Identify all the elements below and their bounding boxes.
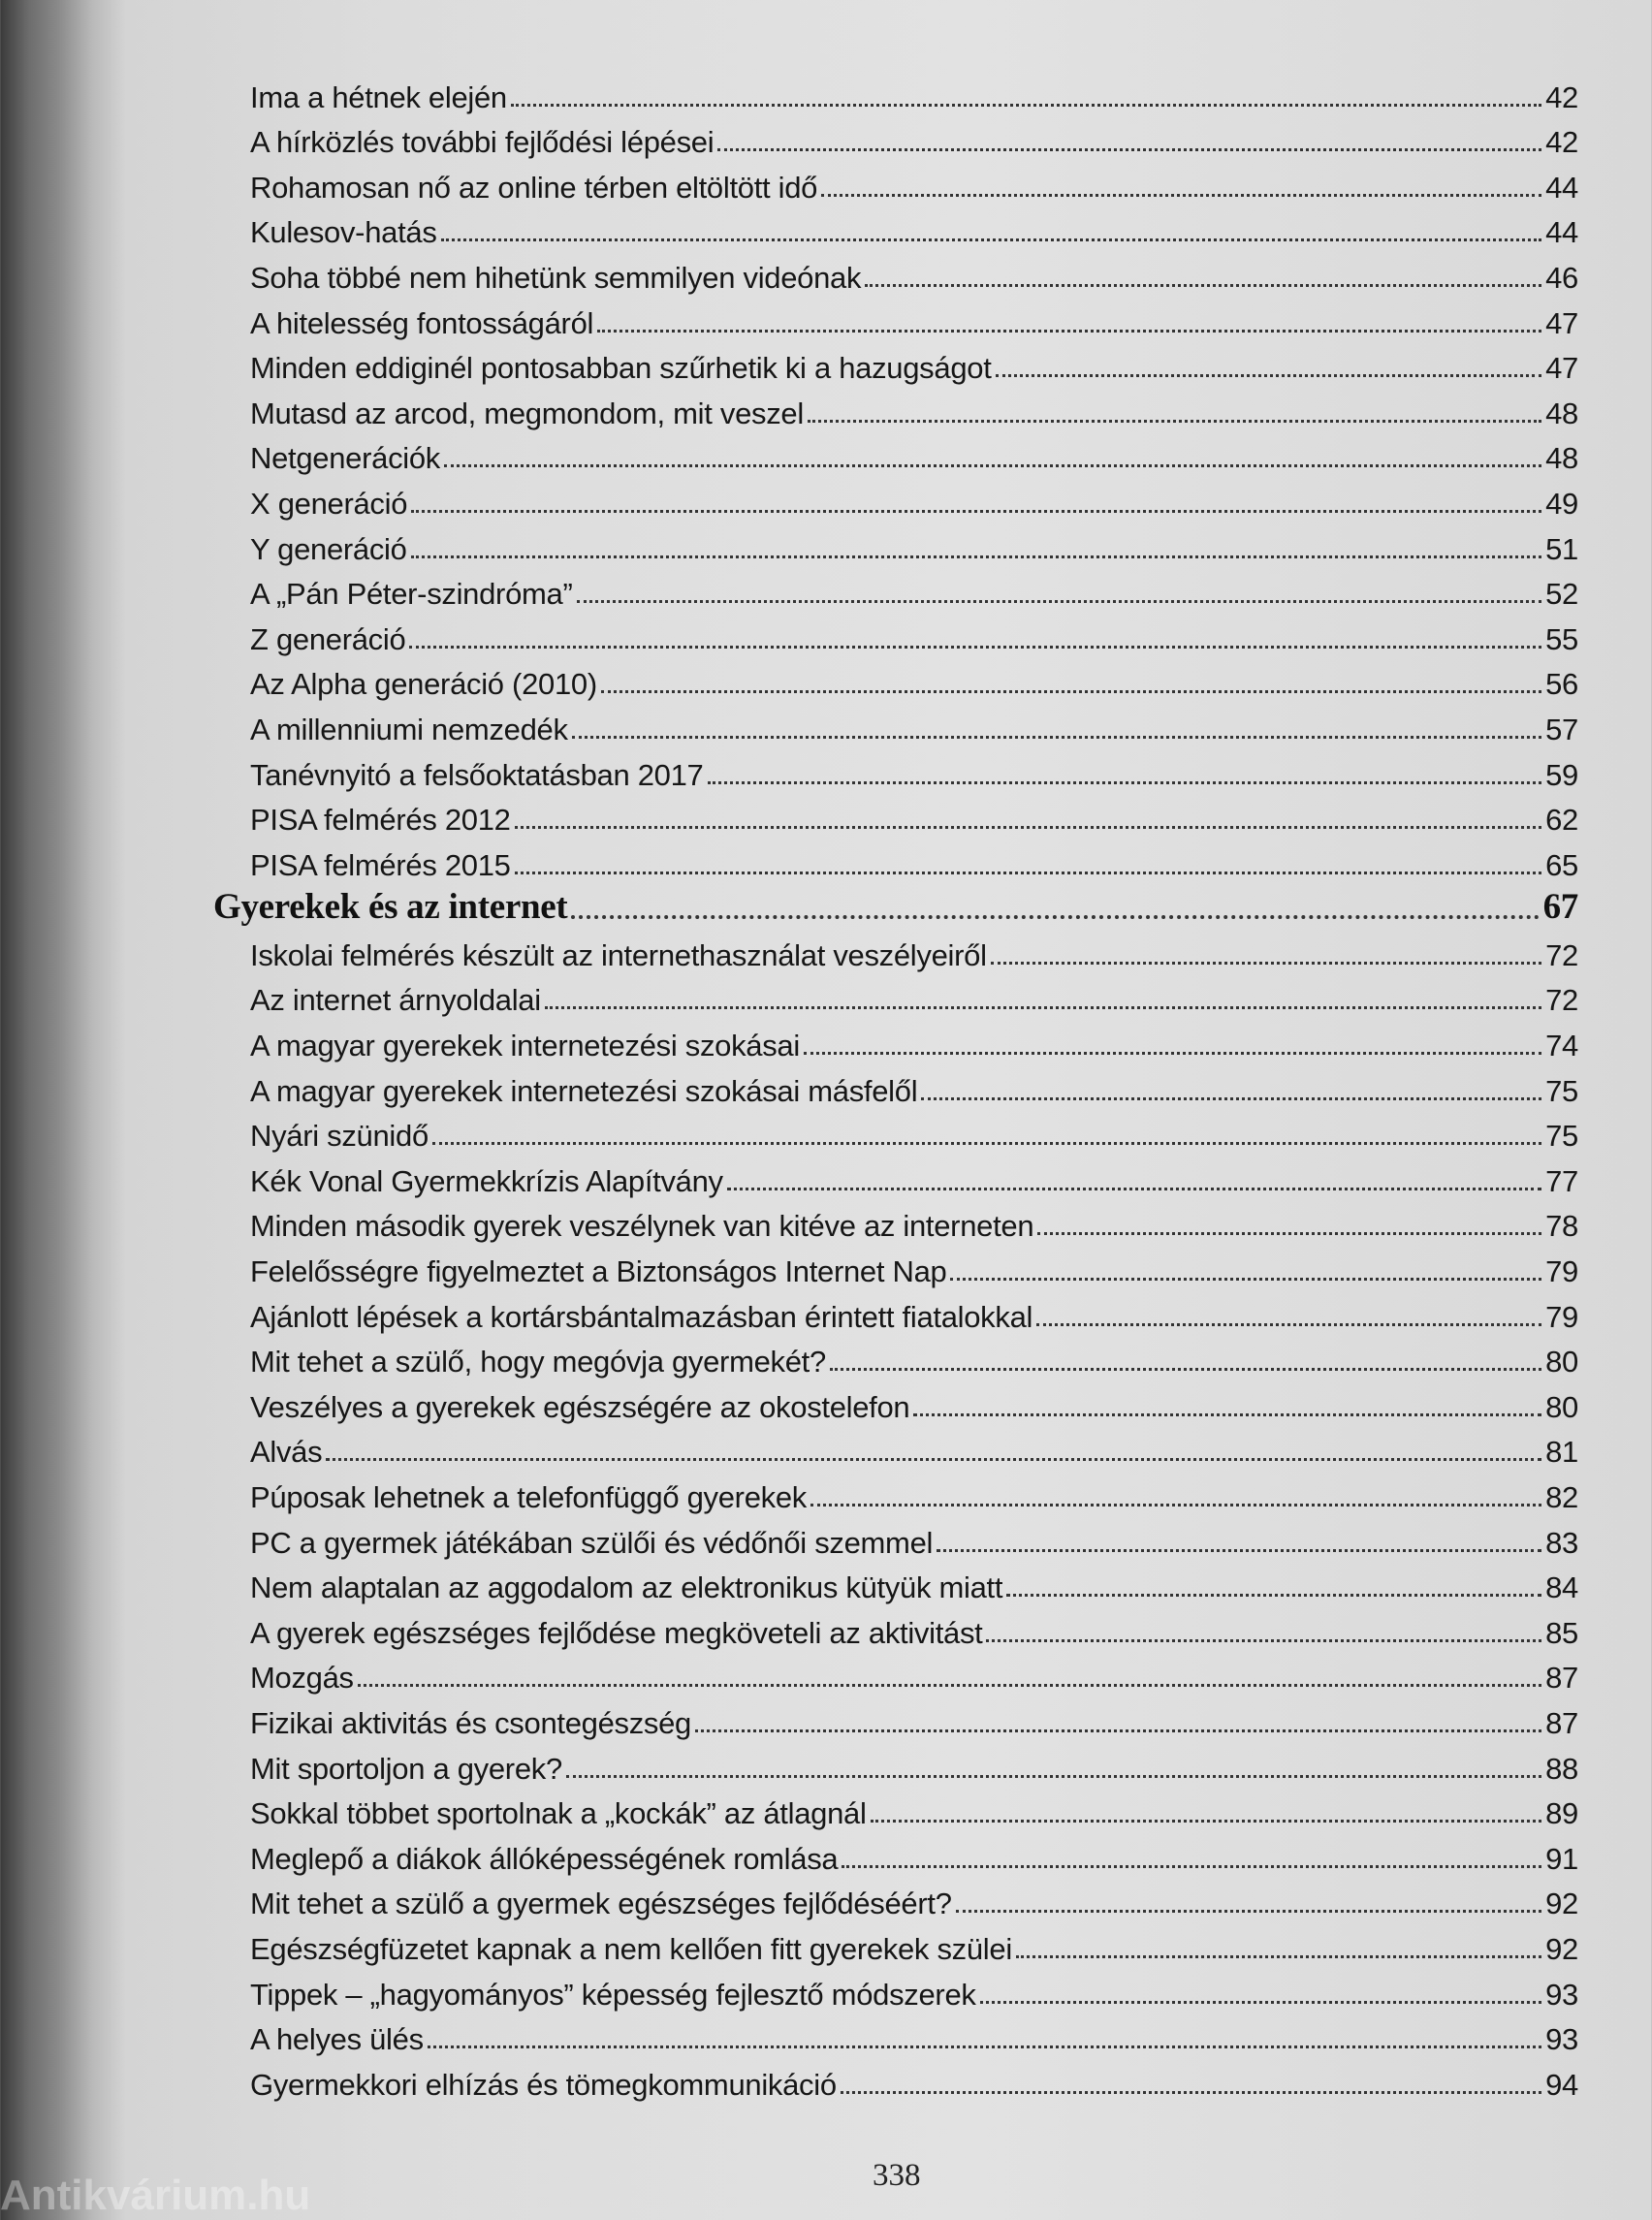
toc-entry-title: Rohamosan nő az online térben eltöltött idő bbox=[250, 170, 818, 205]
toc-entry-page: 46 bbox=[1545, 260, 1578, 295]
dot-leader bbox=[411, 510, 1541, 513]
toc-entry bbox=[250, 296, 1578, 341]
toc-entry-title: Veszélyes a gyerekek egészségére az okostelefon bbox=[250, 1389, 910, 1424]
toc-entry bbox=[250, 1199, 1578, 1245]
toc-entry-title: Sokkal többet sportolnak a „kockák” az átlagnál bbox=[250, 1796, 867, 1831]
dot-leader bbox=[808, 420, 1541, 423]
dot-leader bbox=[841, 2091, 1541, 2094]
dot-leader bbox=[545, 1006, 1541, 1009]
toc-entry bbox=[250, 1063, 1578, 1109]
toc-entry-title: Fizikai aktivitás és csontegészség bbox=[250, 1705, 691, 1740]
toc-entry-title: Minden második gyerek veszélynek van kitéve az interneten bbox=[250, 1209, 1034, 1244]
toc-entry-title: A „Pán Péter-szindróma” bbox=[250, 577, 573, 612]
toc-entry-page: 78 bbox=[1545, 1209, 1578, 1244]
dot-leader bbox=[1016, 1955, 1541, 1958]
toc-entry bbox=[250, 747, 1578, 793]
toc-entry bbox=[250, 1787, 1578, 1832]
toc-entry-page: 89 bbox=[1545, 1796, 1578, 1831]
toc-entry bbox=[250, 838, 1578, 883]
toc-entry-page: 92 bbox=[1545, 1931, 1578, 1966]
dot-leader bbox=[821, 194, 1541, 197]
page-number: 338 bbox=[873, 2158, 921, 2193]
toc-entry-page: 56 bbox=[1545, 667, 1578, 702]
toc-entry-title: PISA felmérés 2015 bbox=[250, 847, 511, 882]
toc-entry-title: Gyerekek és az internet bbox=[213, 887, 568, 928]
dot-leader bbox=[571, 915, 1539, 919]
dot-leader bbox=[601, 690, 1541, 693]
toc-entry-page: 47 bbox=[1545, 351, 1578, 386]
toc-entry-title: A helyes ülés bbox=[250, 2022, 424, 2057]
toc-entry bbox=[250, 206, 1578, 251]
toc-entry bbox=[250, 1109, 1578, 1155]
toc-entry bbox=[250, 522, 1578, 567]
toc-entry-title: Kék Vonal Gyermekkrízis Alapítvány bbox=[250, 1163, 723, 1198]
toc-entry bbox=[250, 1515, 1578, 1561]
toc-entry-title: PISA felmérés 2012 bbox=[250, 803, 511, 838]
toc-entry-page: 51 bbox=[1545, 531, 1578, 566]
toc-entry bbox=[250, 1425, 1578, 1471]
toc-entry-title: Kulesov-hatás bbox=[250, 215, 437, 250]
toc-entry-title: Mit sportoljon a gyerek? bbox=[250, 1751, 562, 1786]
toc-entry-page: 74 bbox=[1545, 1029, 1578, 1063]
toc-entry bbox=[250, 1605, 1578, 1651]
dot-leader bbox=[695, 1729, 1541, 1732]
toc-entry-title: Meglepő a diákok állóképességének romlása bbox=[250, 1841, 839, 1876]
dot-leader bbox=[708, 781, 1542, 784]
dot-leader bbox=[717, 148, 1541, 151]
toc-entry-title: Gyermekkori elhízás és tömegkommunikáció bbox=[250, 2067, 837, 2102]
dot-leader bbox=[991, 962, 1541, 965]
toc-entry-page: 47 bbox=[1545, 305, 1578, 340]
toc-entry-page: 67 bbox=[1542, 887, 1578, 928]
toc-entry bbox=[250, 2057, 1578, 2103]
toc-entry bbox=[250, 1831, 1578, 1877]
toc-entry-title: Ima a hétnek elején bbox=[250, 79, 507, 114]
watermark: Antikvárium.hu bbox=[0, 2172, 311, 2219]
dot-leader bbox=[727, 1188, 1541, 1190]
toc-entry-title: A magyar gyerekek internetezési szokásai bbox=[250, 1029, 800, 1063]
toc-entry-page: 88 bbox=[1545, 1751, 1578, 1786]
dot-leader bbox=[432, 1142, 1541, 1145]
toc-entry bbox=[250, 1289, 1578, 1335]
toc-entry-title: Mit tehet a szülő a gyermek egészséges fejlődéséért? bbox=[250, 1887, 952, 1921]
dot-leader bbox=[1037, 1232, 1541, 1235]
toc-entry bbox=[250, 70, 1578, 115]
toc-entry-page: 72 bbox=[1545, 983, 1578, 1018]
toc-entry-page: 84 bbox=[1545, 1570, 1578, 1605]
toc-entry-page: 44 bbox=[1545, 170, 1578, 205]
toc-entry-page: 93 bbox=[1545, 1977, 1578, 2012]
dot-leader bbox=[865, 284, 1541, 287]
toc-entry bbox=[250, 657, 1578, 703]
toc-entry-title: Netgenerációk bbox=[250, 441, 440, 476]
toc-entry-title: Mit tehet a szülő, hogy megóvja gyermekét? bbox=[250, 1345, 826, 1380]
toc-entry-page: 85 bbox=[1545, 1615, 1578, 1650]
toc-entry bbox=[250, 115, 1578, 161]
toc-entry-page: 48 bbox=[1545, 441, 1578, 476]
dot-leader bbox=[980, 2001, 1542, 2004]
dot-leader bbox=[804, 1052, 1541, 1055]
dot-leader bbox=[572, 736, 1541, 739]
table-of-contents bbox=[213, 70, 1578, 2103]
toc-entry-title: Tanévnyitó a felsőoktatásban 2017 bbox=[250, 757, 704, 792]
toc-entry-page: 59 bbox=[1545, 757, 1578, 792]
toc-entry-title: A hírközlés további fejlődési lépései bbox=[250, 125, 715, 160]
toc-entry bbox=[250, 1651, 1578, 1697]
toc-entry bbox=[250, 341, 1578, 387]
toc-entry bbox=[250, 1561, 1578, 1606]
dot-leader bbox=[428, 2046, 1541, 2048]
toc-entry-title: Y generáció bbox=[250, 531, 407, 566]
toc-entry bbox=[250, 567, 1578, 613]
dot-leader bbox=[511, 104, 1541, 107]
toc-entry bbox=[250, 1470, 1578, 1515]
toc-entry-page: 81 bbox=[1545, 1435, 1578, 1470]
dot-leader bbox=[409, 646, 1541, 649]
toc-entry-page: 77 bbox=[1545, 1163, 1578, 1198]
dot-leader bbox=[515, 872, 1542, 874]
toc-entry-title: Nyári szünidő bbox=[250, 1119, 429, 1154]
dot-leader bbox=[871, 1820, 1542, 1823]
toc-entry bbox=[250, 1877, 1578, 1922]
toc-entry-page: 87 bbox=[1545, 1661, 1578, 1696]
toc-entry-page: 49 bbox=[1545, 486, 1578, 521]
toc-entry-title: Nem alaptalan az aggodalom az elektronikus kütyük miatt bbox=[250, 1570, 1003, 1605]
toc-entry bbox=[250, 2013, 1578, 2058]
toc-entry-title: PC a gyermek játékában szülői és védőnői szemmel bbox=[250, 1525, 934, 1560]
toc-entry bbox=[250, 1335, 1578, 1380]
toc-entry-page: 55 bbox=[1545, 621, 1578, 656]
toc-entry bbox=[250, 1380, 1578, 1425]
toc-entry-title: Mutasd az arcod, megmondom, mit veszel bbox=[250, 396, 804, 430]
toc-entry-page: 48 bbox=[1545, 396, 1578, 430]
toc-entry-page: 80 bbox=[1545, 1389, 1578, 1424]
dot-leader bbox=[996, 374, 1542, 377]
dot-leader bbox=[1006, 1594, 1541, 1597]
dot-leader bbox=[986, 1639, 1541, 1642]
toc-entry bbox=[250, 431, 1578, 477]
toc-entry-title: Minden eddiginél pontosabban szűrhetik ki a hazugságot bbox=[250, 351, 992, 386]
toc-entry-page: 93 bbox=[1545, 2022, 1578, 2057]
dot-leader bbox=[913, 1413, 1541, 1416]
toc-entry bbox=[250, 1244, 1578, 1289]
toc-entry-page: 72 bbox=[1545, 937, 1578, 972]
dot-leader bbox=[830, 1368, 1541, 1371]
toc-entry-page: 83 bbox=[1545, 1525, 1578, 1560]
toc-entry-title: Ajánlott lépések a kortársbántalmazásban érintett fiatalokkal bbox=[250, 1299, 1033, 1334]
dot-leader bbox=[515, 826, 1542, 829]
toc-entry-title: Tippek – „hagyományos” képesség fejlesztő módszerek bbox=[250, 1977, 976, 2012]
toc-entry-page: 91 bbox=[1545, 1841, 1578, 1876]
toc-entry bbox=[250, 386, 1578, 431]
toc-entry-page: 87 bbox=[1545, 1705, 1578, 1740]
toc-entry-title: Alvás bbox=[250, 1435, 323, 1470]
dot-leader bbox=[577, 600, 1542, 603]
toc-section-heading bbox=[213, 883, 1578, 929]
dot-leader bbox=[1036, 1323, 1541, 1326]
dot-leader bbox=[566, 1775, 1541, 1778]
toc-entry-title: A magyar gyerekek internetezési szokásai másfelől bbox=[250, 1073, 918, 1108]
toc-entry-page: 79 bbox=[1545, 1299, 1578, 1334]
toc-entry-page: 80 bbox=[1545, 1345, 1578, 1380]
toc-entry-page: 42 bbox=[1545, 79, 1578, 114]
toc-entry bbox=[250, 973, 1578, 1019]
dot-leader bbox=[842, 1865, 1541, 1868]
toc-entry bbox=[250, 928, 1578, 973]
toc-entry-title: Egészségfüzetet kapnak a nem kellően fitt gyerekek szülei bbox=[250, 1931, 1012, 1966]
toc-entry-page: 57 bbox=[1545, 712, 1578, 746]
toc-entry bbox=[250, 1696, 1578, 1741]
toc-entry-page: 75 bbox=[1545, 1073, 1578, 1108]
dot-leader bbox=[358, 1684, 1541, 1687]
toc-entry bbox=[250, 612, 1578, 657]
dot-leader bbox=[326, 1458, 1541, 1461]
toc-entry bbox=[250, 160, 1578, 206]
toc-entry bbox=[250, 1154, 1578, 1199]
toc-entry-title: Púposak lehetnek a telefonfüggő gyerekek bbox=[250, 1480, 807, 1514]
toc-entry-page: 44 bbox=[1545, 215, 1578, 250]
toc-entry-title: Soha többé nem hihetünk semmilyen videónak bbox=[250, 260, 862, 295]
toc-entry-page: 65 bbox=[1545, 847, 1578, 882]
toc-entry-page: 82 bbox=[1545, 1480, 1578, 1514]
toc-entry-title: Z generáció bbox=[250, 621, 406, 656]
toc-entry bbox=[250, 793, 1578, 839]
toc-entry-title: A gyerek egészséges fejlődése megköveteli az aktivitást bbox=[250, 1615, 983, 1650]
toc-entry-title: Felelősségre figyelmeztet a Biztonságos Internet Nap bbox=[250, 1254, 947, 1289]
toc-entry-page: 79 bbox=[1545, 1254, 1578, 1289]
toc-entry-title: X generáció bbox=[250, 486, 408, 521]
toc-entry-title: Iskolai felmérés készült az internethasználat veszélyeiről bbox=[250, 937, 987, 972]
toc-entry bbox=[250, 702, 1578, 747]
dot-leader bbox=[950, 1278, 1541, 1281]
toc-entry-title: Mozgás bbox=[250, 1661, 354, 1696]
toc-entry bbox=[250, 250, 1578, 296]
dot-leader bbox=[597, 330, 1541, 333]
toc-entry-title: Az internet árnyoldalai bbox=[250, 983, 541, 1018]
dot-leader bbox=[956, 1910, 1541, 1913]
toc-entry bbox=[250, 1967, 1578, 2013]
dot-leader bbox=[921, 1097, 1541, 1100]
toc-entry-page: 94 bbox=[1545, 2067, 1578, 2102]
toc-entry-page: 75 bbox=[1545, 1119, 1578, 1154]
dot-leader bbox=[444, 464, 1541, 467]
toc-entry bbox=[250, 1741, 1578, 1787]
dot-leader bbox=[411, 555, 1542, 558]
toc-entry-title: A millenniumi nemzedék bbox=[250, 712, 568, 746]
toc-entry bbox=[250, 1018, 1578, 1063]
toc-entry-page: 42 bbox=[1545, 125, 1578, 160]
toc-entry bbox=[250, 476, 1578, 522]
dot-leader bbox=[441, 238, 1542, 241]
toc-entry-page: 52 bbox=[1545, 577, 1578, 612]
toc-entry-title: Az Alpha generáció (2010) bbox=[250, 667, 597, 702]
toc-entry bbox=[250, 1921, 1578, 1967]
toc-entry-title: A hitelesség fontosságáról bbox=[250, 305, 594, 340]
dot-leader bbox=[810, 1504, 1541, 1506]
toc-entry-page: 92 bbox=[1545, 1887, 1578, 1921]
dot-leader bbox=[937, 1549, 1541, 1552]
toc-entry-page: 62 bbox=[1545, 803, 1578, 838]
